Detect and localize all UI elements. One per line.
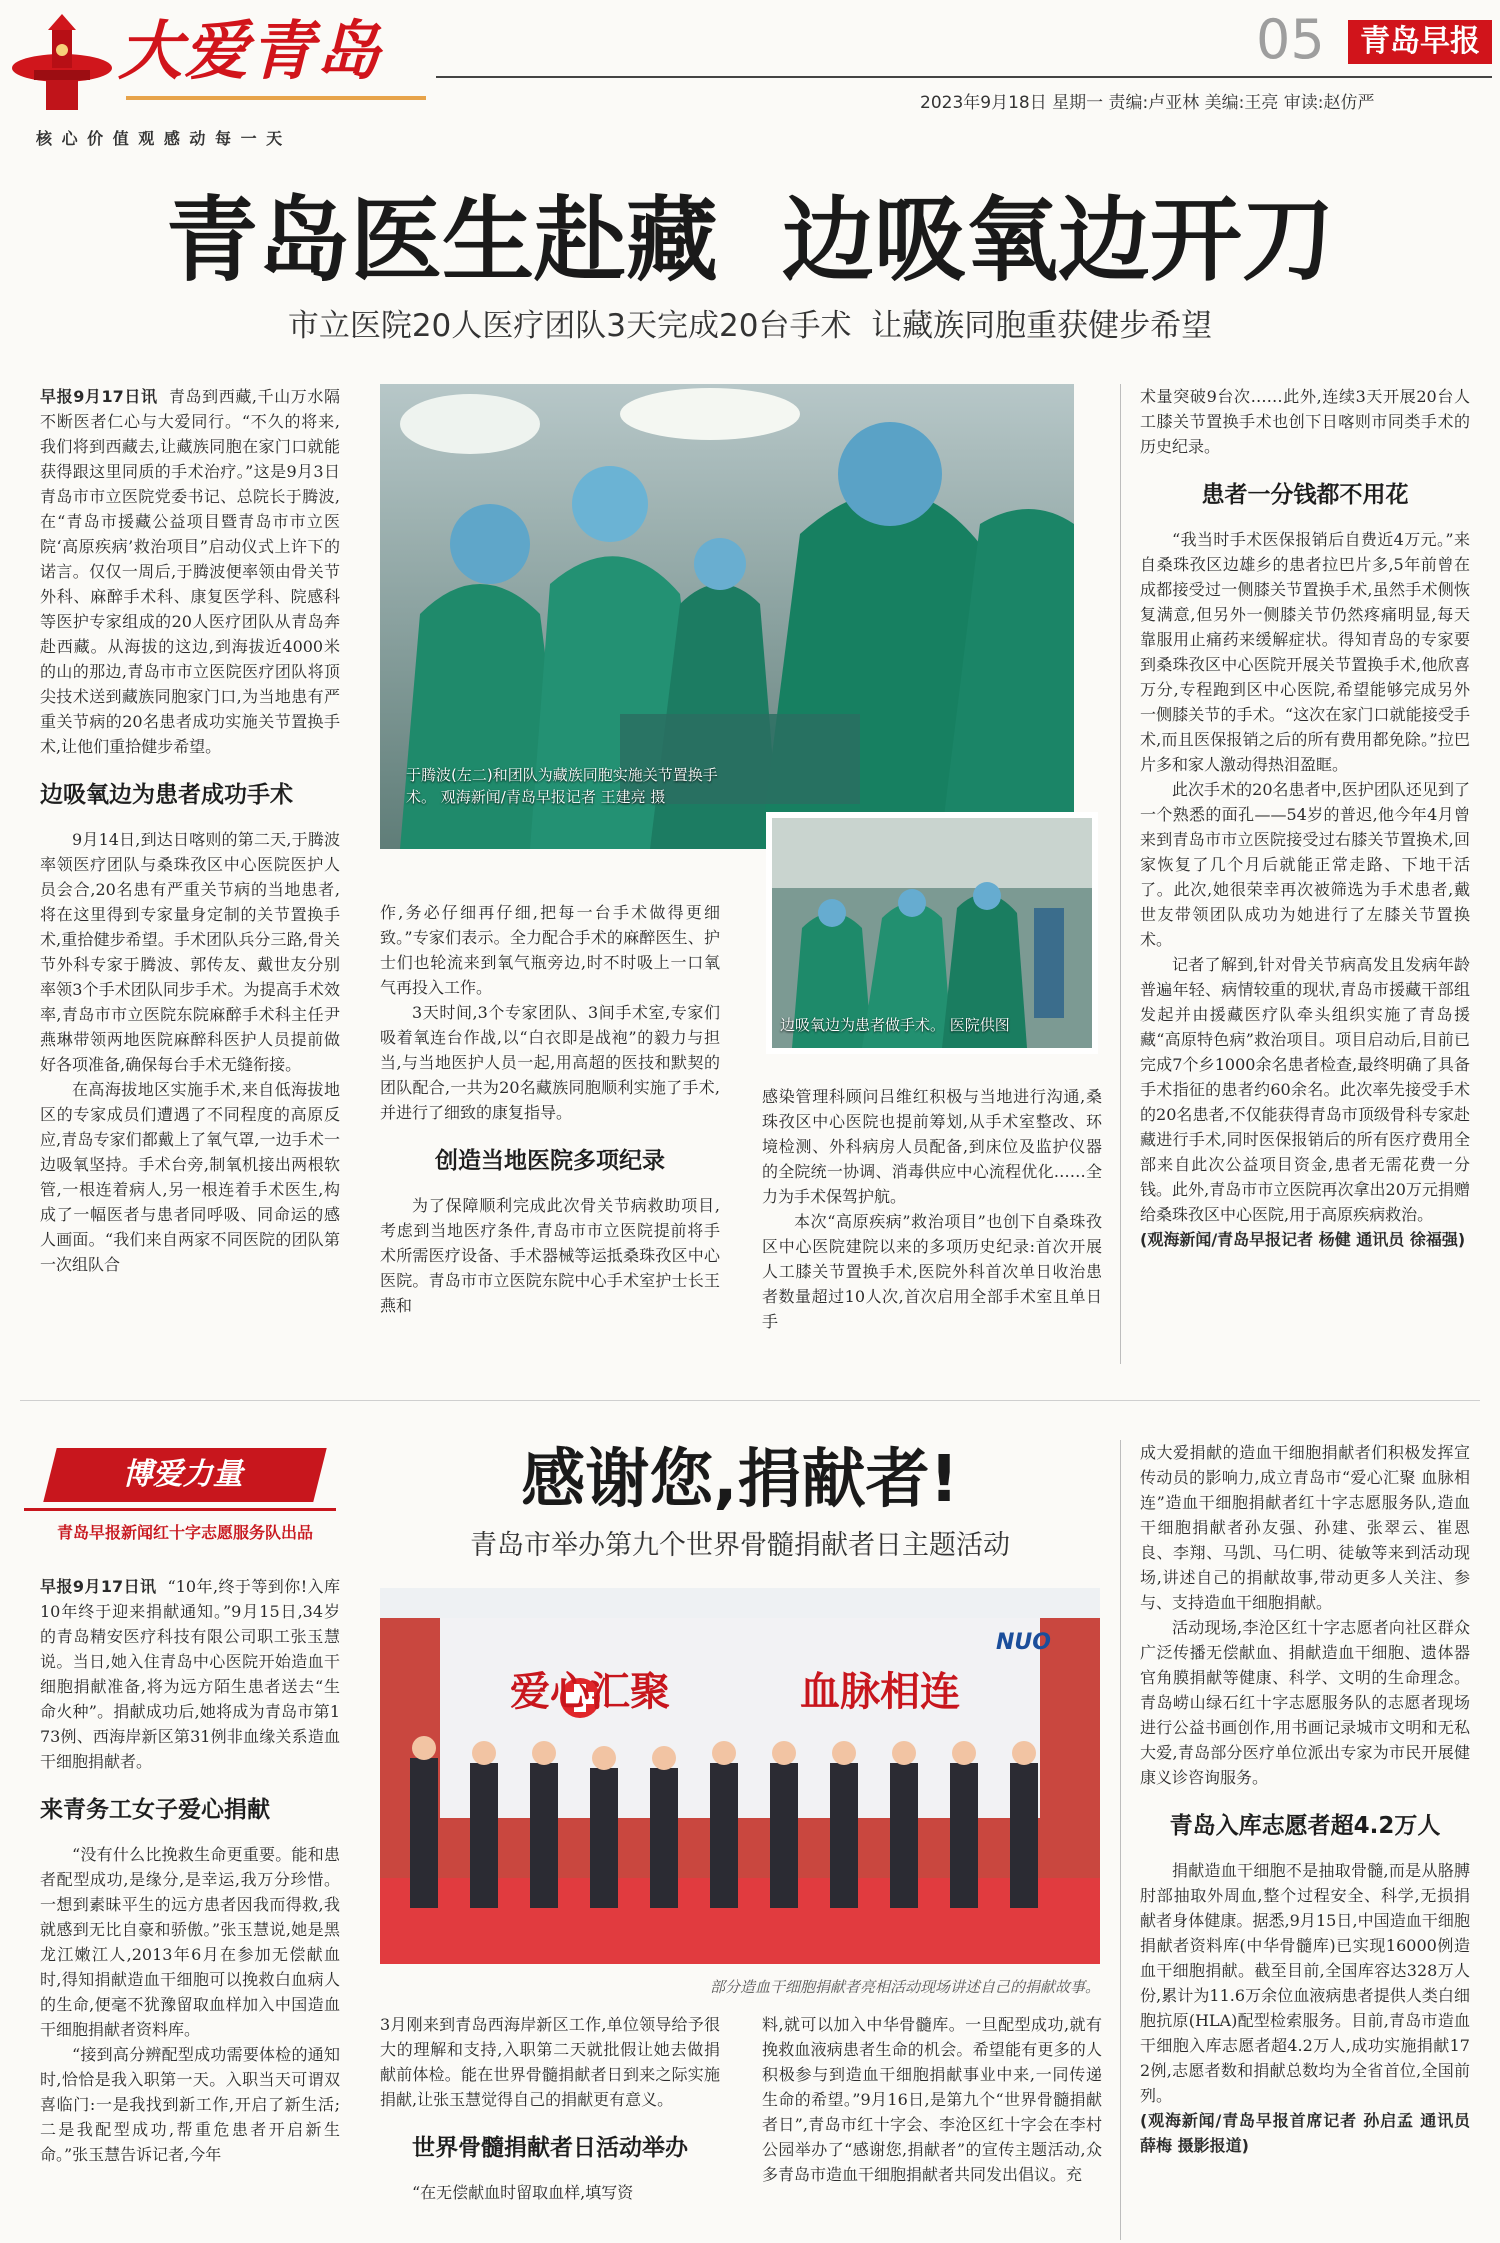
subhead-donor: 来青务工女子爱心捐献 [40,1797,270,1823]
paragraph: 为了保障顺利完成此次骨关节病救助项目,考虑到当地医疗条件,青岛市市立医院提前将手术所需医疗设备、手术器械等运抵桑珠孜区中心医院。青岛市市立医院东院中心手术室护士长王燕和 [380,1196,720,1315]
paragraph: 捐献造血干细胞不是抽取骨髓,而是从胳膊肘部抽取外周血,整个过程安全、科学,无损捐献者身体健康。据悉,9月15日,中国造血干细胞捐献者资料库(中华骨髓库)已实现16000例造血干细胞捐献。截至目前,全国库容达328万人份,累计为11.6万余位血液病患者提供人类白细胞抗原(HLA)配型检索服务。目前,青岛市造血干细胞入库志愿者超4.2万人,成功实施捐献172例,志愿者数和捐献总数均为全省首位,全国前列。 [1140,1861,1470,2105]
masthead-slogan: 核 心 价 值 观 感 动 每 一 天 [36,129,285,148]
event-photo-caption: 部分造血干细胞捐献者亮相活动现场讲述自己的捐献故事。 [709,1978,1100,1996]
section-title: 大爱青岛 [118,15,382,89]
story1-column-3 [762,1084,1102,1364]
story2-lead: “10年,终于等到你!入库10年终于迎来捐献通知。”9月15日,34岁的青岛精安医疗科技有限公司职工张玉慧说。当日,她入住青岛中心医院开始造血干细胞捐献准备,将为远方陌生患者送去“生命火种”。捐献成功后,她将成为青岛市第173例、西海岸新区第31例非血缘关系造血干细胞捐献者。 [40,1577,340,1771]
paragraph: 在高海拔地区实施手术,来自低海拔地区的专家成员们遭遇了不同程度的高原反应,青岛专家们都戴上了氧气罩,一边手术一边吸氧坚持。手术台旁,制氧机接出两根软管,一根连着病人,另一根连着手术医生,构成了一幅医者与患者同呼吸、同命运的感人画面。“我们来自两家不同医院的团队第一次组队合 [40,1080,340,1274]
section-title-underline [126,96,426,100]
masthead [0,0,1500,160]
date-line: 2023年9月18日 星期一 责编:卢亚林 美编:王亮 审读:赵仿严 [920,93,1375,113]
subhead-free: 患者一分钱都不用花 [1201,482,1409,508]
photo2-caption: 边吸氧边为患者做手术。 医院供图 [780,1016,1010,1034]
paragraph: 本次“高原疾病”救治项目”也创下自桑珠孜区中心医院建院以来的多项历史纪录:首次开展人工膝关节置换手术,医院外科首次单日收治患者数量超过10人次,首次启用全部手术室且单日手 [762,1212,1102,1331]
story2-column-4 [1140,1440,1470,2240]
masthead-rule [436,76,1492,78]
paragraph: 术量突破9台次……此外,连续3天开展20台人工膝关节置换手术也创下日喀则市同类手术的历史纪录。 [1140,387,1470,456]
paragraph: 感染管理科顾问吕维红积极与当地进行沟通,桑珠孜区中心医院也提前筹划,从手术室整改、环境检测、外科病房人员配备,到床位及监护仪器的全院统一协调、消毒供应中心流程优化……全力为手术保驾护航。 [762,1087,1102,1206]
column-rule [1120,1440,1121,2240]
column-credit: 青岛早报新闻红十字志愿服务队出品 [56,1523,313,1542]
story2-column-2 [380,2012,720,2238]
story2-headline: 感谢您,捐献者! [521,1443,959,1517]
paragraph: “在无偿献血时留取血样,填写资 [412,2183,634,2202]
badge-underline [24,1508,336,1511]
story-separator [20,1400,1480,1401]
story2-column-3 [762,2012,1102,2238]
banner-text-right: 血脉相连 [800,1668,960,1715]
story1-column-1 [40,384,340,1384]
surgery-team-photo [380,384,1074,849]
page-number: 05 [1256,8,1325,71]
paragraph: 3月刚来到青岛西海岸新区工作,单位领导给予很大的理解和支持,入职第二天就批假让她去做捐献前体检。能在世界骨髓捐献者日到来之际实施捐献,让张玉慧觉得自己的捐献更有意义。 [380,2015,720,2109]
column-badge: 博爱力量 [43,1448,326,1502]
paper-name-badge: 青岛早报 [1348,20,1492,64]
story1-subheadline: 市立医院20人医疗团队3天完成20台手术 让藏族同胞重获健步希望 [287,308,1213,344]
story2-column-1 [40,1574,340,2234]
story1-column-2 [380,900,720,1360]
story1-column-4 [1140,384,1470,1364]
photo1-caption: 于腾波(左二)和团队为藏族同胞实施关节置换手术。 观海新闻/青岛早报记者 王建亮 摄 [406,766,718,806]
story2-subheadline: 青岛市举办第九个世界骨髓捐献者日主题活动 [470,1530,1010,1561]
lighthouse-logo-icon [8,10,116,114]
column-rule [1120,384,1121,1364]
banner-text-left: 爱心汇聚 [510,1668,670,1715]
paragraph: 记者了解到,针对骨关节病高发且发病年龄普遍年轻、病情较重的现状,青岛市援藏干部组发起并由援藏医疗队牵头组织实施了青岛援藏“高原特色病”救治项目。项目启动后,目前已完成7个乡1000余名患者检查,最终明确了具备手术指征的患者约60余名。此次率先接受手术的20名患者,不仅能获得青岛市顶级骨科专家赴藏进行手术,同时医保报销后的所有医疗费用全部来自此次公益项目资金,患者无需花费一分钱。此外,青岛市市立医院再次拿出20万元捐赠给桑珠孜区中心医院,用于高原疾病救治。 [1140,955,1470,1224]
story1-headline: 青岛医生赴藏 边吸氧边开刀 [165,187,1335,294]
paragraph: 活动现场,李沧区红十字志愿者向社区群众广泛传播无偿献血、捐献造血干细胞、遗体器官角膜捐献等健康、科学、文明的生命理念。青岛崂山绿石红十字志愿服务队的志愿者现场进行公益书画创作,用书画记录城市文明和无私大爱,青岛部分医疗单位派出专家为市民开展健康义诊咨询服务。 [1140,1618,1470,1787]
story1-byline: (观海新闻/青岛早报记者 杨健 通讯员 徐福强) [1140,1230,1466,1249]
lead-label: 早报9月17日讯 [40,387,158,406]
donor-event-image [380,1588,1100,1964]
subhead-volunteers: 青岛入库志愿者超4.2万人 [1169,1813,1441,1839]
paragraph: 3天时间,3个专家团队、3间手术室,专家们吸着氧连台作战,以“白衣即是战袍”的毅力与担当,与当地医护人员一起,用高超的医技和默契的团队配合,一共为20名藏族同胞顺利实施了手术,并进行了细致的康复指导。 [380,1003,720,1122]
subhead-records: 创造当地医院多项纪录 [435,1148,665,1174]
banner-logo: NUO [996,1630,1051,1655]
subhead-donor-day: 世界骨髓捐献者日活动举办 [412,2135,688,2161]
subhead-oxygen: 边吸氧边为患者成功手术 [40,782,293,808]
paragraph: “接到高分辨配型成功需要体检的通知时,恰恰是我入职第一天。入职当天可谓双喜临门:一是我找到新工作,开启了新生活;二是我配型成功,帮重危患者开启新生命。”张玉慧告诉记者,今年 [40,2045,340,2164]
paragraph: 作,务必仔细再仔细,把每一台手术做得更细致。”专家们表示。全力配合手术的麻醉医生、护士们也轮流来到氧气瓶旁边,时不时吸上一口氧气再投入工作。 [380,903,720,997]
paragraph: 料,就可以加入中华骨髓库。一旦配型成功,就有挽救血液病患者生命的机会。希望能有更多的人积极参与到造血干细胞捐献事业中来,一同传递生命的希望。”9月16日,是第九个“世界骨髓捐献者日”,青岛市红十字会、李沧区红十字会在李村公园举办了“感谢您,捐献者”的宣传主题活动,众多青岛市造血干细胞捐献者共同发出倡议。充 [762,2015,1102,2184]
paragraph: “没有什么比挽救生命更重要。能和患者配型成功,是缘分,是幸运,我万分珍惜。一想到素昧平生的远方患者因我而得救,我就感到无比自豪和骄傲。”张玉慧说,她是黑龙江嫩江人,2013年6月在参加无偿献血时,得知捐献造血干细胞可以挽救白血病人的生命,便毫不犹豫留取血样加入中国造血干细胞捐献者资料库。 [40,1845,340,2039]
lead-label: 早报9月17日讯 [40,1577,157,1596]
paragraph: 成大爱捐献的造血干细胞捐献者们积极发挥宣传动员的影响力,成立青岛市“爱心汇聚 血脉相连”造血干细胞捐献者红十字志愿服务队,造血干细胞捐献者孙友强、孙建、张翠云、崔恩良、李翔、马凯、马仁明、徒敏等来到活动现场,讲述自己的捐献故事,带动更多人关注、参与、支持造血干细胞捐献。 [1140,1443,1470,1612]
story1-lead: 青岛到西藏,千山万水隔不断医者仁心与大爱同行。“不久的将来,我们将到西藏去,让藏族同胞在家门口就能获得跟这里同质的手术治疗。”这是9月3日青岛市市立医院党委书记、总院长于腾波,在“青岛市援藏公益项目暨青岛市市立医院‘高原疾病’救治项目”启动仪式上许下的诺言。仅仅一周后,于腾波便率领由骨关节外科、麻醉手术科、康复医学科、院感科等医护专家组成的20人医疗团队从青岛奔赴西藏。从海拔的这边,到海拔近4000米的山的那边,青岛市市立医院医疗团队将顶尖技术送到藏族同胞家门口,为当地患有严重关节病的20名患者成功实施关节置换手术,让他们重拾健步希望。 [40,387,340,756]
oxygen-surgery-photo [766,812,1098,1054]
donor-event-photo [380,1588,1100,1964]
paragraph: 此次手术的20名患者中,医护团队还见到了一个熟悉的面孔——54岁的普迟,他今年4月曾来到青岛市市立医院接受过右膝关节置换术,回家恢复了几个月后就能正常走路、下地干活了。此次,她很荣幸再次被筛选为手术患者,戴世友带领团队成功为她进行了左膝关节置换术。 [1140,780,1470,949]
paragraph: 9月14日,到达日喀则的第二天,于腾波率领医疗团队与桑珠孜区中心医院医护人员会合,20名患有严重关节病的当地患者,将在这里得到专家量身定制的关节置换手术,重拾健步希望。手术团队兵分三路,骨关节外科专家于腾波、郭传友、戴世友分别率领3个手术团队同步手术。为提高手术效率,青岛市市立医院东院麻醉手术科主任尹燕琳带领两地医院麻醉科医护人员提前做好各项准备,确保每台手术无缝衔接。 [40,830,340,1074]
paragraph: “我当时手术医保报销后自费近4万元。”来自桑珠孜区边雄乡的患者拉巴片多,5年前曾在成都接受过一侧膝关节置换手术,虽然手术侧恢复满意,但另外一侧膝关节仍然疼痛明显,每天靠服用止痛药来缓解症状。得知青岛的专家要到桑珠孜区中心医院开展关节置换手术,他欣喜万分,专程跑到区中心医院,希望能够完成另外一侧膝关节的手术。“这次在家门口就能接受手术,而且医保报销之后的所有费用都免除。”拉巴片多和家人激动得热泪盈眶。 [1140,530,1470,774]
story2-byline: (观海新闻/青岛早报首席记者 孙启孟 通讯员 薛梅 摄影报道) [1140,2111,1470,2155]
